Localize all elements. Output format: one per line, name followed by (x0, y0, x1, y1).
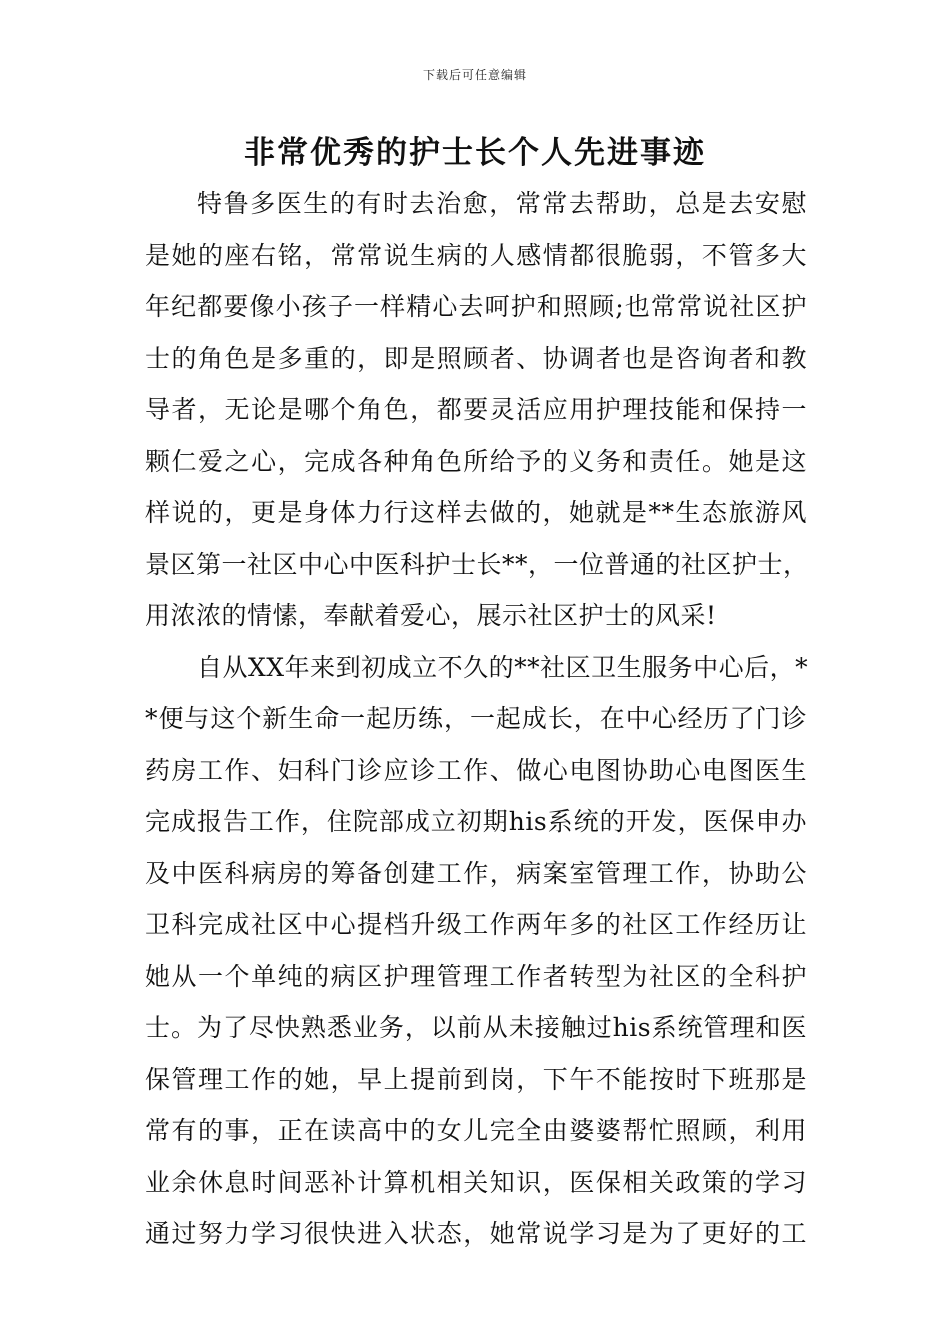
text-line: 业余休息时间恶补计算机相关知识，医保相关政策的学习 (145, 1167, 807, 1197)
text-line: 用浓浓的情愫，奉献着爱心，展示社区护士的风采! (145, 601, 717, 630)
text-line: 景区第一社区中心中医科护士长**，一位普通的社区护士， (145, 549, 809, 579)
document-title: 非常优秀的护士长个人先进事迹 (244, 135, 706, 171)
text-line: 及中医科病房的筹备创建工作，病案室管理工作，协助公 (145, 858, 807, 888)
text-line: 颗仁爱之心，完成各种角色所给予的义务和责任。她是这 (145, 446, 807, 476)
text-line: 保管理工作的她，早上提前到岗，下午不能按时下班那是 (145, 1064, 807, 1094)
text-line: 特鲁多医生的有时去治愈，常常去帮助，总是去安慰 (197, 189, 807, 218)
text-line: 是她的座右铭，常常说生病的人感情都很脆弱，不管多大 (145, 240, 807, 270)
text-line: *便与这个新生命一起历练，一起成长，在中心经历了门诊 (145, 704, 807, 733)
header-note: 下载后可任意编辑 (422, 68, 527, 82)
text-line: 她从一个单纯的病区护理管理工作者转型为社区的全科护 (145, 961, 807, 991)
text-line: 士。为了尽快熟悉业务，以前从未接触过his系统管理和医 (145, 1013, 807, 1042)
text-line: 药房工作、妇科门诊应诊工作、做心电图协助心电图医生 (145, 755, 807, 785)
text-line: 士的角色是多重的，即是照顾者、协调者也是咨询者和教 (145, 343, 807, 373)
text-line: 年纪都要像小孩子一样精心去呵护和照顾;也常常说社区护 (145, 292, 807, 321)
text-line: 卫科完成社区中心提档升级工作两年多的社区工作经历让 (145, 910, 807, 939)
text-line: 常有的事，正在读高中的女儿完全由婆婆帮忙照顾，利用 (145, 1116, 807, 1145)
document-body (145, 178, 807, 1260)
text-line: 自从XX年来到初成立不久的**社区卫生服务中心后，* (197, 652, 809, 682)
text-line: 样说的，更是身体力行这样去做的，她就是**生态旅游风 (145, 498, 807, 527)
text-line: 完成报告工作，住院部成立初期his系统的开发，医保申办 (145, 807, 807, 836)
text-line: 导者，无论是哪个角色，都要灵活应用护理技能和保持一 (145, 395, 807, 424)
paragraph-2 (145, 642, 807, 1260)
text-line: 通过努力学习很快进入状态，她常说学习是为了更好的工 (145, 1219, 807, 1248)
paragraph-1 (145, 178, 807, 642)
